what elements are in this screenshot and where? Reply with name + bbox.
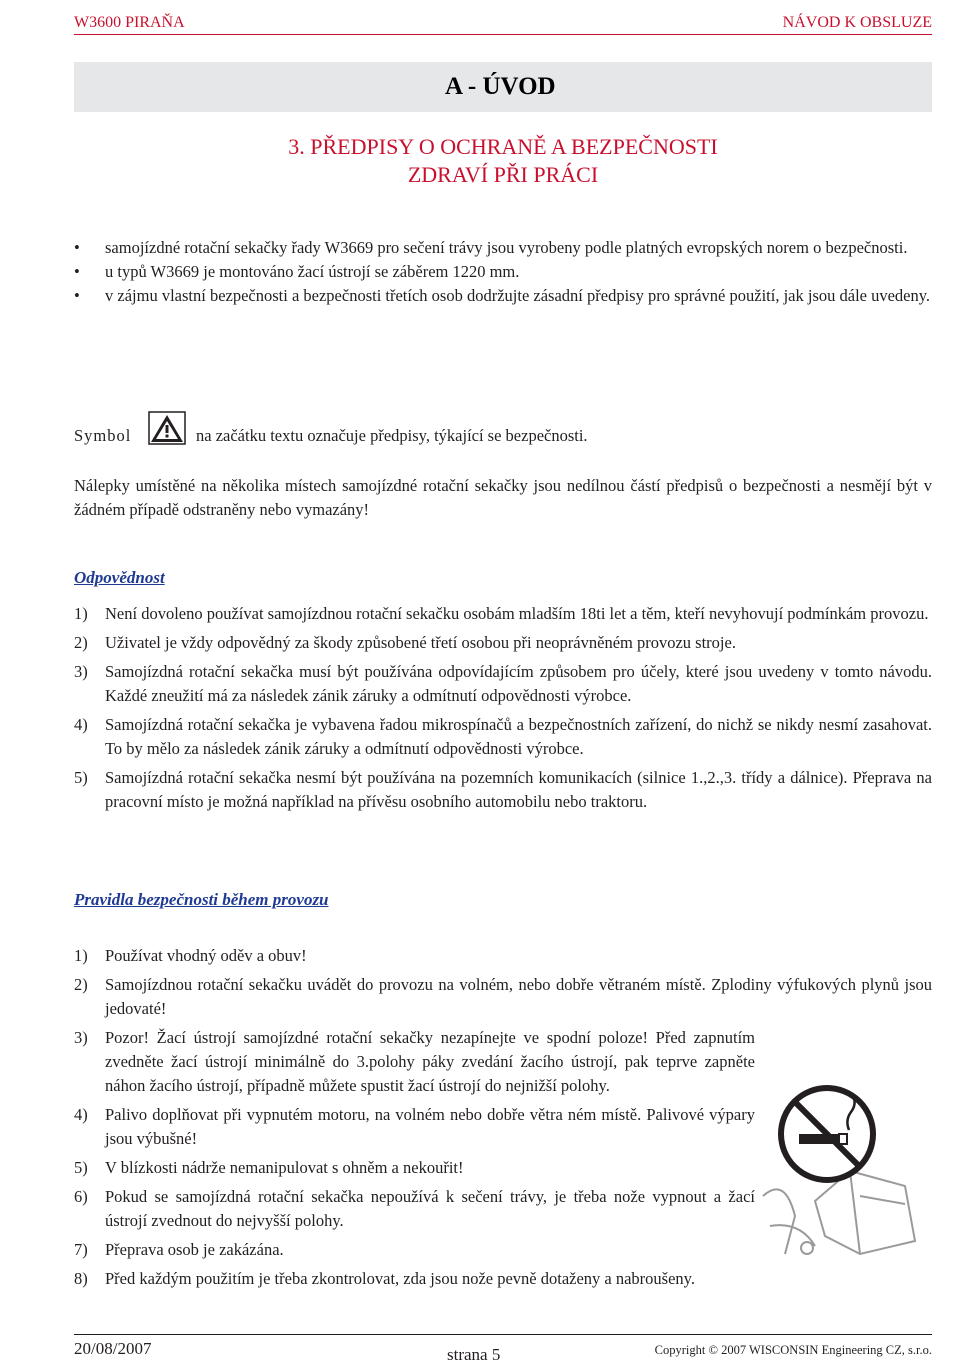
bullet-item: • v zájmu vlastní bezpečnosti a bezpečnosti třetích osob dodržujte zásadní předpisy pro správné použití, jak jsou dále uvedeny. <box>74 286 931 305</box>
page-number: strana 5 <box>447 1345 501 1364</box>
footer-date: 20/08/2007 <box>74 1339 152 1358</box>
list-item: 1) Používat vhodný oděv a obuv! <box>74 946 307 965</box>
warning-triangle-icon <box>148 411 186 445</box>
responsibility-list <box>74 602 932 819</box>
operation-rules-heading: Pravidla bezpečnosti během provozu <box>74 890 329 909</box>
list-item: 4) Palivo doplňovat při vypnutém motoru, na volném nebo dobře větra ném místě. Palivové výpary jsou výbušné! <box>74 1105 755 1148</box>
responsibility-heading: Odpovědnost <box>74 568 165 587</box>
header-manual-title: NÁVOD K OBSLUZE <box>782 14 932 31</box>
list-item: 5) Samojízdná rotační sekačka nesmí být používána na pozemních komunikacích (silnice 1.,2.,3. třídy a dálnice). Přeprava na pracovní místo je možná například na přívěsu osobního automobilu nebo traktoru. <box>74 768 932 811</box>
chapter-title <box>74 133 932 189</box>
stickers-paragraph: Nálepky umístěné na několika místech samojízdné rotační sekačky jsou nedílnou částí předpisů o bezpečnosti a nesmějí být v žádném případě odstraněny nebo vymazány! <box>74 476 932 519</box>
list-item: 2) Uživatel je vždy odpovědný za škody způsobené třetí osobou při neoprávněném provozu stroje. <box>74 633 736 652</box>
list-item: 3) Samojízdná rotační sekačka musí být používána odpovídajícím způsobem pro účely, které jsou uvedeny v tomto návodu. Každé zneužití má za následek zánik záruky a odmítnutí odpovědnosti výrobce. <box>74 662 932 705</box>
bullet-item: • samojízdné rotační sekačky řady W3669 pro sečení trávy jsou vyrobeny podle platných evropských norem o bezpečnosti. <box>74 238 908 257</box>
list-item: 4) Samojízdná rotační sekačka je vybavena řadou mikrospínačů a bezpečnostních zařízení, do nichž se nikdy nesmí zasahovat. To by mělo za následek zánik záruky a odmítnutí odpovědnosti výrobce. <box>74 715 932 758</box>
chapter-title-line1: 3. PŘEDPISY O OCHRANĚ A BEZPEČNOSTI <box>288 134 718 159</box>
section-title: A - ÚVOD <box>445 73 556 100</box>
header-product: W3600 PIRAŇA <box>74 14 185 31</box>
bullet-item: • u typů W3669 je montováno žací ústrojí se záběrem 1220 mm. <box>74 262 520 281</box>
list-item: 3) Pozor! Žací ústrojí samojízdné rotační sekačky nezapínejte ve spodní poloze! Před zapnutím zvedněte žací ústrojí minimálně do 3.polohy páky zvedání žacího ústrojí, pak teprve zapněte náhon žacího ústrojí, případně můžete spustit žací ústrojí do nejnižší polohy. <box>74 1028 755 1095</box>
section-bar <box>74 62 932 112</box>
page-header <box>74 14 932 35</box>
chapter-title-line2: ZDRAVÍ PŘI PRÁCI <box>407 162 599 187</box>
list-item: 1) Není dovoleno používat samojízdnou rotační sekačku osobám mladším 18ti let a těm, kteří nevyhovují podmínkám provozu. <box>74 604 929 623</box>
list-item: 5) V blízkosti nádrže nemanipulovat s ohněm a nekouřit! <box>74 1158 464 1177</box>
symbol-text: na začátku textu označuje předpisy, týkající se bezpečnosti. <box>196 426 588 445</box>
page-footer <box>74 1334 932 1371</box>
list-item: 7) Přeprava osob je zakázána. <box>74 1240 284 1259</box>
symbol-explanation <box>74 411 932 447</box>
list-item: 8) Před každým použitím je třeba zkontrolovat, zda jsou nože pevně dotaženy a nabroušeny. <box>74 1269 695 1288</box>
no-smoking-icon <box>755 1076 935 1256</box>
intro-bullet-list <box>74 236 932 308</box>
symbol-word: Symbol <box>74 426 132 445</box>
list-item: 6) Pokud se samojízdná rotační sekačka nepoužívá k sečení trávy, je třeba nože vypnout a žací ústrojí zvednout do nejvyšší polohy. <box>74 1187 755 1230</box>
list-item: 2) Samojízdnou rotační sekačku uvádět do provozu na volném, nebo dobře větraném místě. Zplodiny výfukových plynů jsou jedovaté! <box>74 975 932 1018</box>
copyright-notice: Copyright © 2007 WISCONSIN Engineering CZ, s.r.o. <box>654 1343 932 1357</box>
